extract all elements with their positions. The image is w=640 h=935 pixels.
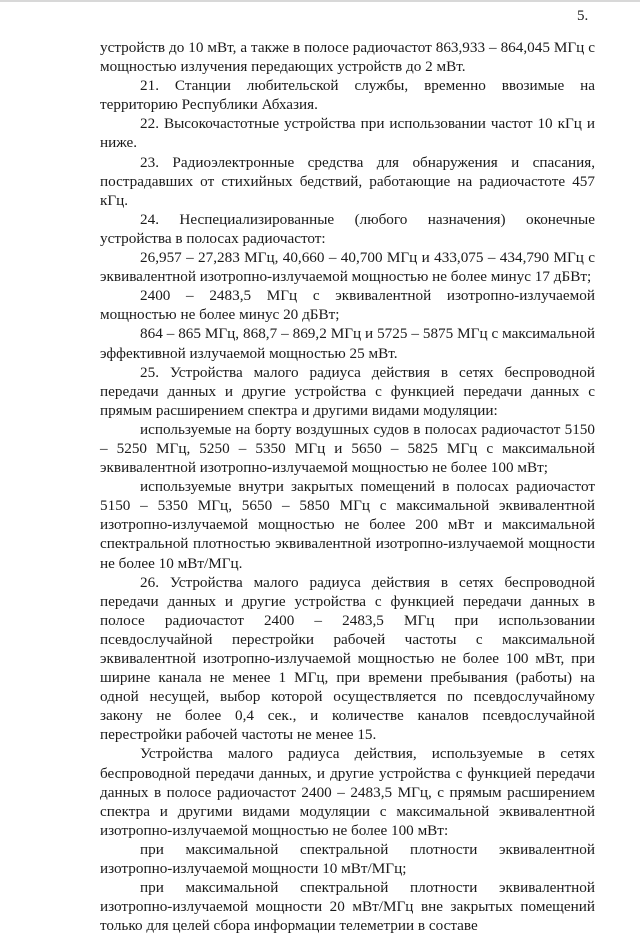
paragraph: 21. Станции любительской службы, временно ввозимые на территорию Республики Абхазия.: [100, 77, 595, 114]
paragraph: Устройства малого радиуса действия, используемые в сетях беспроводной передачи данных, и другие устройства с функцией передачи данных в полосе радиочастот 2400 – 2483,5 МГц, с прямым расширением спектра и другими видами модуляции с максимальной эквивалентной изотропно-излучаемой мощностью не более 100 мВт:: [100, 745, 595, 839]
paragraph: устройств до 10 мВт, а также в полосе радиочастот 863,933 – 864,045 МГц с мощностью излучения передающих устройств до 2 мВт.: [100, 39, 595, 76]
paragraph: 26. Устройства малого радиуса действия в сетях беспроводной передачи данных и другие устройства с функцией передачи данных в полосе радиочастот 2400 – 2483,5 МГц при использовании псевдослучайной перестройки рабочей частоты с максимальной эквивалентной изотропно-излучаемой мощностью не более 100 мВт, при ширине канала не менее 1 МГц, при времени пребывания (работы) на одной несущей, выбор которой осуществляется по псевдослучайному закону не более 0,4 сек., и количестве каналов псевдослучайной перестройки рабочей частоты не менее 15.: [100, 573, 595, 744]
document-body: [100, 38, 595, 935]
paragraph: при максимальной спектральной плотности эквивалентной изотропно-излучаемой мощности 10 мВт/МГц;: [100, 840, 595, 878]
scan-edge: [0, 0, 640, 2]
page-number: 5.: [577, 8, 589, 24]
paragraph: 24. Неспециализированные (любого назначения) оконечные устройства в полосах радиочастот:: [100, 210, 595, 247]
paragraph: используемые внутри закрытых помещений в полосах радиочастот 5150 – 5350 МГц, 5650 – 5850 МГц с максимальной эквивалентной изотропно-излучаемой мощностью не более 200 мВт и максимальной спектральной плотностью эквивалентной изотропно-излучаемой мощности не более 10 мВт/МГц.: [100, 478, 595, 572]
paragraph: 25. Устройства малого радиуса действия в сетях беспроводной передачи данных и другие устройства с функцией передачи данных с прямым расширением спектра и другими видами модуляции:: [100, 363, 595, 419]
paragraph: 22. Высокочастотные устройства при использовании частот 10 кГц и ниже.: [100, 115, 595, 152]
paragraph: 2400 – 2483,5 МГц с эквивалентной изотропно-излучаемой мощностью не более минус 20 дБВт;: [100, 287, 595, 324]
paragraph: 23. Радиоэлектронные средства для обнаружения и спасания, пострадавших от стихийных бедствий, работающие на радиочастоте 457 кГц.: [100, 153, 595, 209]
paragraph: 26,957 – 27,283 МГц, 40,660 – 40,700 МГц и 433,075 – 434,790 МГц с эквивалентной изотропно-излучаемой мощностью не более минус 17 дБВт;: [100, 249, 595, 286]
paragraph: используемые на борту воздушных судов в полосах радиочастот 5150 – 5250 МГц, 5250 – 5350 МГц и 5650 – 5825 МГц с максимальной эквивалентной изотропно-излучаемой мощностью не более 100 мВт;: [100, 420, 595, 477]
paragraph: 864 – 865 МГц, 868,7 – 869,2 МГц и 5725 – 5875 МГц с максимальной эффективной излучаемой мощностью 25 мВт.: [100, 325, 595, 362]
paragraph: при максимальной спектральной плотности эквивалентной изотропно-излучаемой мощности 20 мВт/МГц вне закрытых помещений только для целей сбора информации телеметрии в составе: [100, 879, 595, 935]
